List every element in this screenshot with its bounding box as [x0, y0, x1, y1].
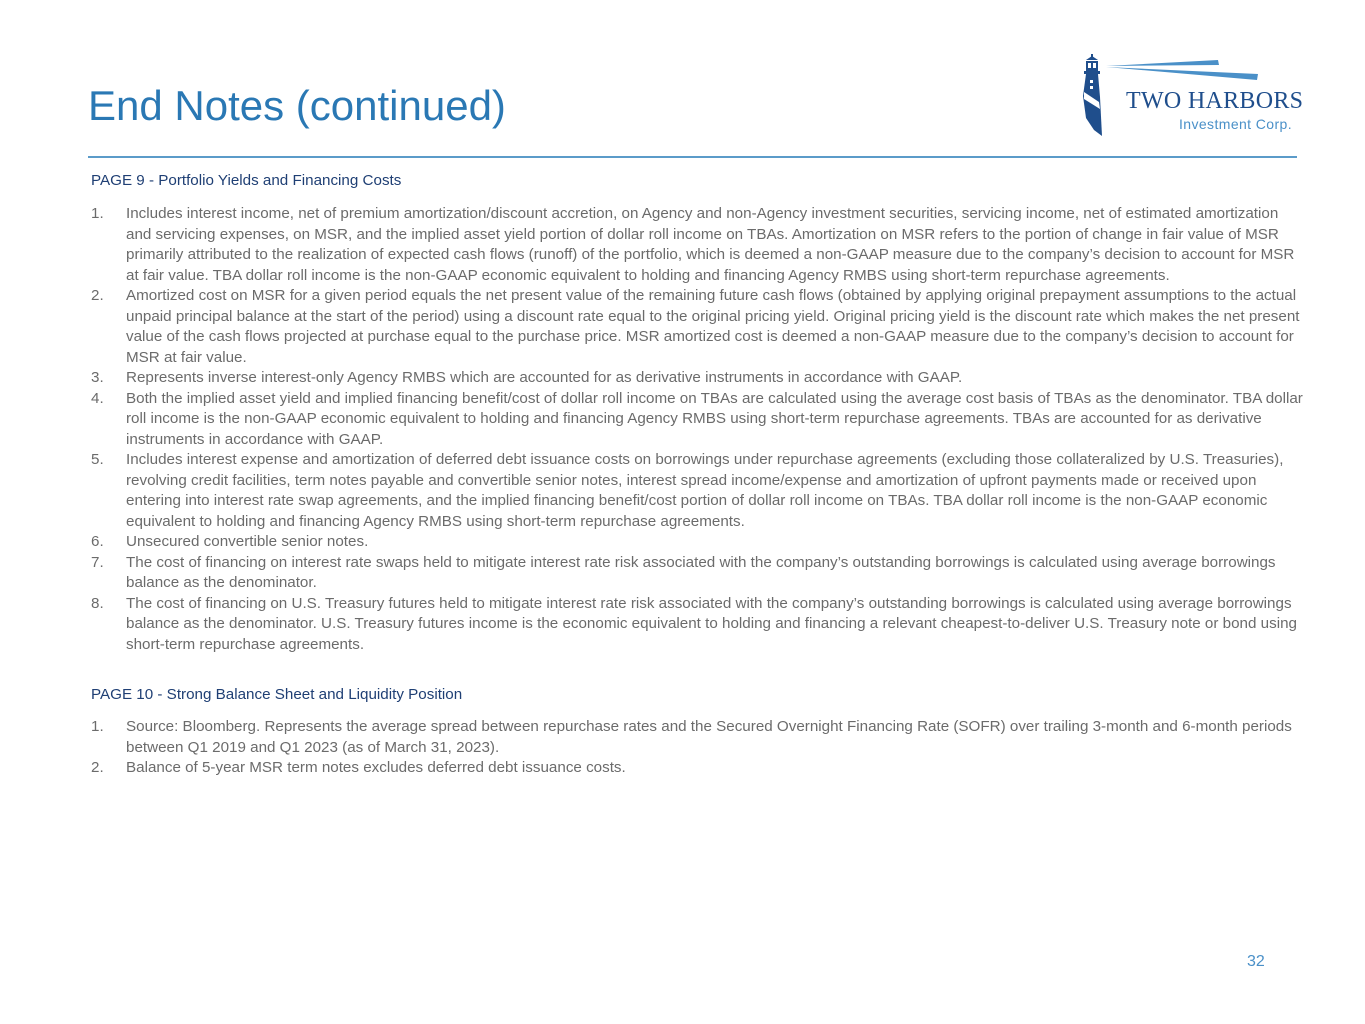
note-item: [91, 758, 1303, 779]
notes-list-page-9: [91, 204, 1303, 655]
page-number: 32: [1247, 953, 1265, 970]
header-divider: [88, 156, 1297, 158]
page-title: End Notes (continued): [88, 82, 506, 129]
note-text: Includes interest income, net of premium amortization/discount accretion, on Agency and non-Agency investment securities, servicing income, net of estimated amortization and servicing expenses, on MSR, and the implied asset yield portion of dollar roll income on TBAs. Amortization on MSR refers to the portion of change in fair value of MSR primarily attributed to the realization of expected cash flows (runoff) of the portfolio, which is deemed a non-GAAP measure due to the company’s decision to account for MSR at fair value. TBA dollar roll income is the non-GAAP economic equivalent to holding and financing Agency RMBS using short-term repurchase agreements.: [126, 205, 1295, 284]
logo-subtitle: Investment Corp.: [1179, 116, 1292, 132]
note-text: Includes interest expense and amortization of deferred debt issuance costs on borrowings under repurchase agreements (excluding those collateralized by U.S. Treasuries), revolving credit facilities, term notes payable and convertible senior notes, interest spread income/expense and amortization of upfront payments made or received upon entering into interest rate swap agreements, and the implied financing benefit/cost portion of dollar roll income on TBAs. TBA dollar roll income is the non-GAAP economic equivalent to holding and financing Agency RMBS using short-term repurchase agreements.: [126, 451, 1284, 530]
note-number: 1.: [91, 205, 104, 222]
note-number: 7.: [91, 553, 104, 571]
company-logo: [1078, 52, 1303, 142]
logo-name: TWO HARBORS: [1126, 88, 1304, 114]
note-item: [91, 286, 1303, 368]
note-text: Both the implied asset yield and implied financing benefit/cost of dollar roll income on TBAs are calculated using the average cost basis of TBAs as the denominator. TBA dollar roll income is the non-GAAP economic equivalent to holding and financing Agency RMBS using short-term repurchase agreements. TBAs are accounted for as derivative instruments in accordance with GAAP.: [126, 389, 1303, 448]
note-text: Represents inverse interest-only Agency RMBS which are accounted for as derivative instruments in accordance with GAAP.: [126, 369, 963, 386]
note-number: 2.: [91, 759, 104, 776]
note-item: [91, 532, 1303, 553]
note-item: [91, 368, 1303, 389]
note-item: [91, 204, 1303, 286]
note-text: Unsecured convertible senior notes.: [126, 533, 369, 550]
note-number: 2.: [91, 287, 104, 304]
note-text: Balance of 5-year MSR term notes excludes deferred debt issuance costs.: [126, 759, 626, 776]
note-number: 8.: [91, 594, 104, 612]
note-number: 5.: [91, 451, 104, 468]
section-heading-page-9: PAGE 9 - Portfolio Yields and Financing Costs: [91, 172, 402, 189]
note-item: [91, 389, 1303, 451]
note-text: Source: Bloomberg. Represents the average spread between repurchase rates and the Secured Overnight Financing Rate (SOFR) over trailing 3-month and 6-month periods between Q1 2019 and Q1 2023 (as of March 31, 2023).: [126, 718, 1292, 756]
note-item: [91, 553, 1303, 594]
note-number: 4.: [91, 389, 104, 407]
section-heading-page-10: PAGE 10 - Strong Balance Sheet and Liquidity Position: [91, 686, 463, 703]
note-text: The cost of financing on interest rate swaps held to mitigate interest rate risk associated with the company’s outstanding borrowings is calculated using average borrowings balance as the denominator.: [126, 553, 1276, 591]
note-number: 1.: [91, 718, 104, 735]
notes-list-page-10: [91, 717, 1303, 779]
note-text: Amortized cost on MSR for a given period equals the net present value of the remaining future cash flows (obtained by applying original prepayment assumptions to the actual unpaid principal balance at the start of the period) using a discount rate equal to the original pricing yield. Original pricing yield is the discount rate which makes the net present value of the cash flows projected at purchase equal to the purchase price. MSR amortized cost is deemed a non-GAAP measure due to the company’s decision to account for MSR at fair value.: [126, 287, 1300, 366]
note-number: 3.: [91, 369, 104, 386]
note-number: 6.: [91, 533, 104, 550]
note-item: [91, 450, 1303, 532]
note-text: The cost of financing on U.S. Treasury futures held to mitigate interest rate risk associated with the company’s outstanding borrowings is calculated using average borrowings balance as the denominator. U.S. Treasury futures income is the economic equivalent to holding and financing a relevant cheapest-to-deliver U.S. Treasury note or bond using short-term repurchase agreements.: [126, 594, 1297, 653]
note-item: [91, 594, 1303, 656]
note-item: [91, 717, 1303, 758]
